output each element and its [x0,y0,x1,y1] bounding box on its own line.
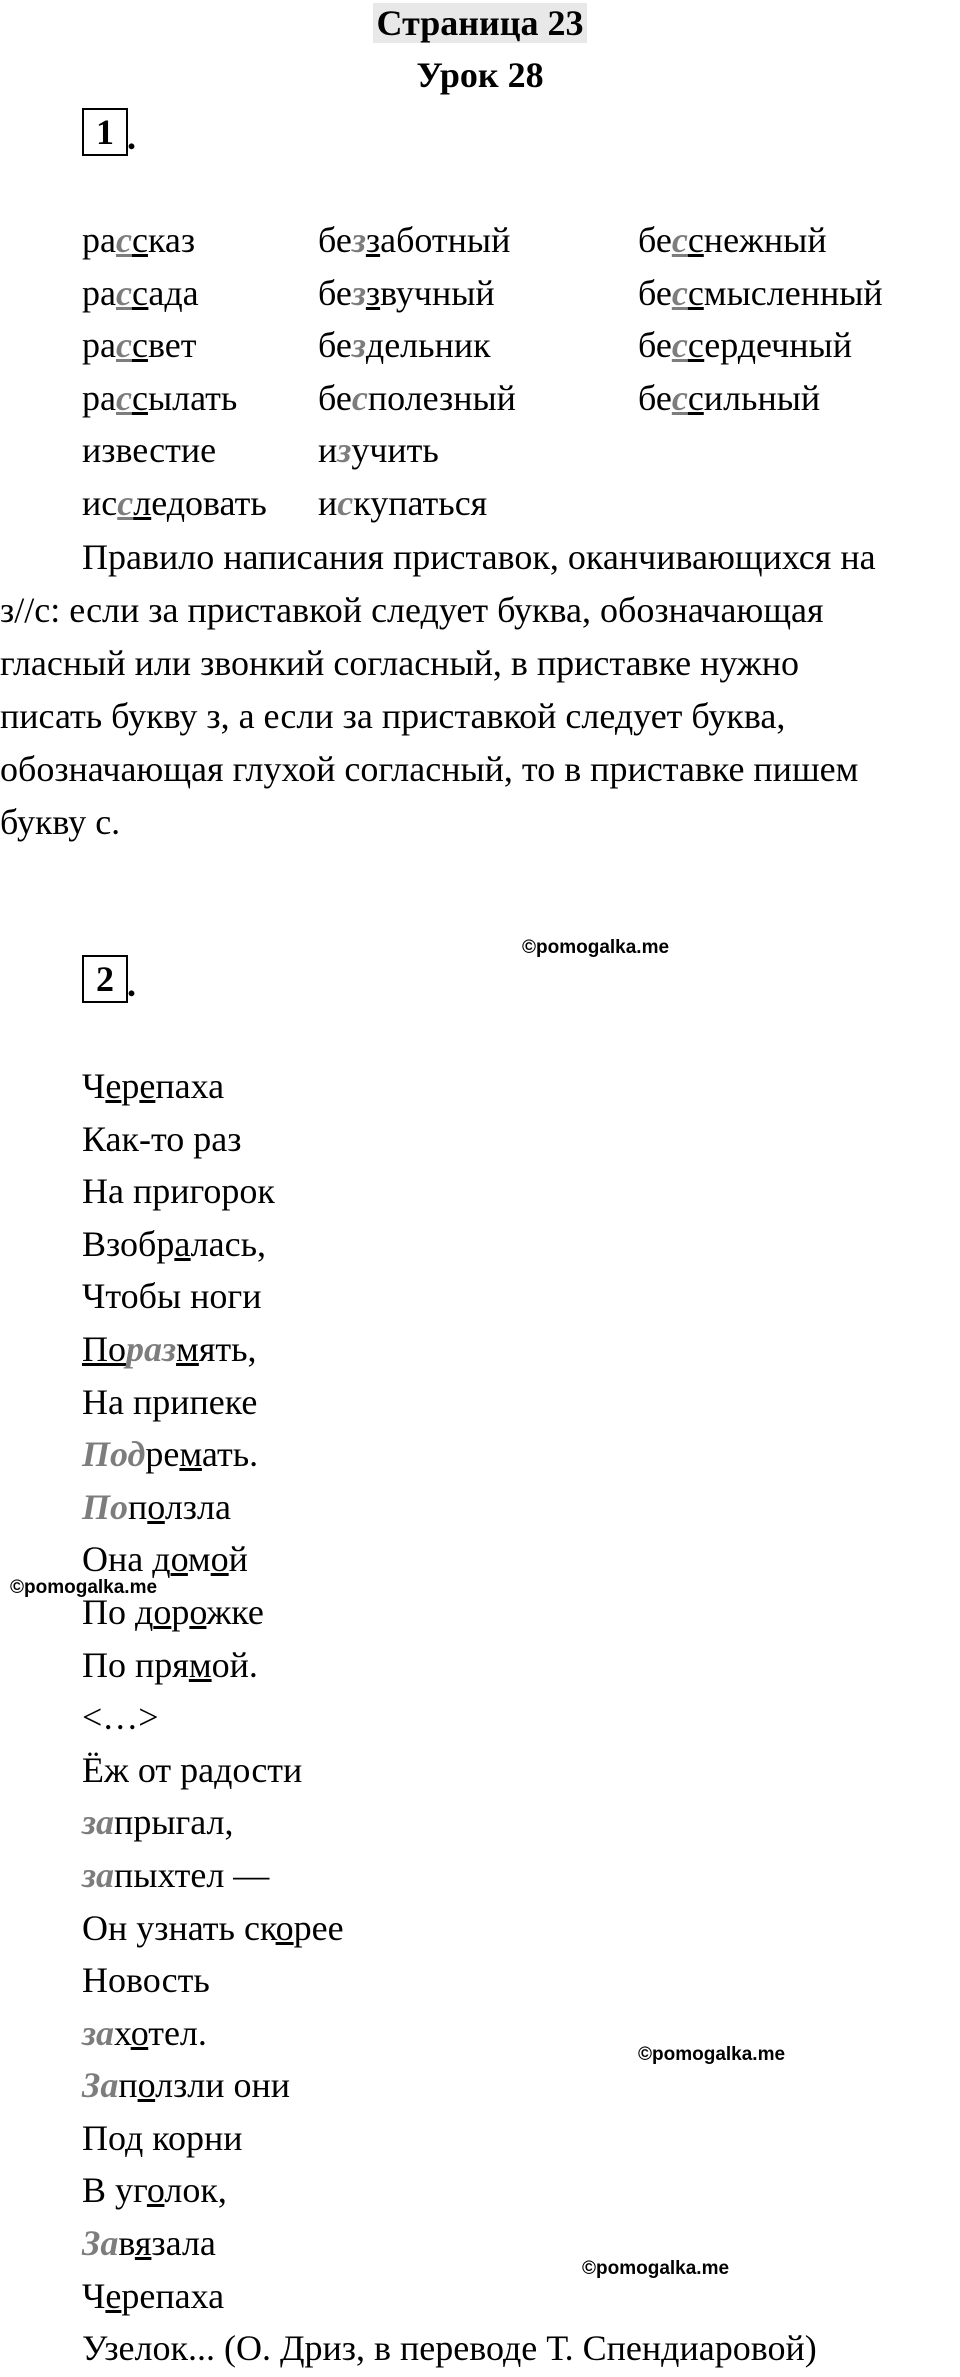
prefix-highlight: По [82,1486,129,1527]
poem-text: По д [82,1591,154,1632]
poem-text: р [121,1066,140,1106]
poem-text: й [228,1539,248,1580]
underlined-letter: м [176,1328,199,1369]
highlighted-letter: з [351,220,366,260]
word-part: и [318,482,338,523]
word-item [82,319,196,371]
word-part: купаться [353,482,488,523]
page-title [0,2,960,44]
highlighted-letter: з [351,325,366,365]
word-part: ра [82,325,116,365]
word-item [318,424,439,476]
word-part: ердечный [704,325,852,365]
word-part: бе [318,272,352,313]
word-part: бе [318,377,352,418]
poem-text: лзли они [155,2065,291,2106]
poem-text: р [171,1591,190,1632]
highlighted-letter: с [115,220,132,260]
prefix-highlight: за [82,2012,115,2053]
word-part: ылать [147,377,238,418]
poem-line: Как-то раз [82,1118,242,1159]
exercise-2-number-text: 2 [96,959,114,999]
word-part: и [318,430,338,470]
poem-line [82,1902,817,1955]
word-part: бе [638,220,672,260]
poem-text: По пря [82,1644,189,1685]
word-item [318,372,516,424]
exercise-2-dot: . [127,964,136,1004]
word-part: из [82,430,116,470]
prefix-highlight: раз [126,1328,177,1369]
poem-text: паха [155,1066,225,1106]
word-part: нежный [703,220,827,260]
word-part: ра [82,220,116,260]
underlined-letter: о [130,2012,149,2053]
underlined-letter: с [687,377,704,418]
poem-line [82,2059,817,2112]
poem-text: зала [151,2223,216,2264]
underlined-letter: По [82,1328,126,1369]
poem-text: Ч [82,1066,106,1106]
word-part: едовать [151,482,267,523]
word-part: учить [351,430,439,470]
underlined-letter: д [365,325,385,365]
underlined-letter: е [105,1066,122,1106]
poem-line: <…> [82,1697,159,1738]
highlighted-letter: с [671,325,688,365]
underlined-letter: о [170,1539,188,1580]
underlined-letter: а [174,1223,191,1264]
rule-paragraph [0,531,960,849]
word-part: вестие [115,430,217,470]
highlighted-letter: с [117,482,134,523]
underlined-letter: с [687,220,704,260]
underlined-letter: м [188,1644,212,1685]
poem-line: Новость [82,1960,210,2001]
highlighted-letter: з [351,272,366,313]
poem-text: рее [293,1907,344,1948]
highlighted-letter: с [115,272,132,313]
underlined-letter: с [131,377,148,418]
exercise-1-dot: . [127,117,136,157]
underlined-letter: м [179,1434,202,1475]
poem-text: репаха [121,2275,225,2316]
underlined-letter: о [147,1486,165,1527]
word-part: бе [318,325,352,365]
word-part: ельник [384,325,491,365]
underlined-letter: з [365,272,381,313]
poem-text: м [187,1539,211,1580]
word-part: бе [638,325,672,365]
poem-line [82,1481,817,1534]
poem-text: пыхтел — [114,1854,270,1895]
watermark: ©pomogalka.me [522,937,670,958]
word-item [82,477,267,529]
word-part: ильный [703,377,821,418]
poem-line: Узелок... (О. Дриз, в переводе Т. Спендиаровой) [82,2328,817,2369]
poem-line [82,1533,817,1586]
poem-text: Ёж от радости [82,1749,303,1790]
word-part: вет [147,325,197,365]
word-item [82,267,199,319]
highlighted-letter: с [115,377,132,418]
poem-line [82,2270,817,2323]
word-part: мысленный [703,272,883,313]
rule-line: букву с. [0,802,121,842]
poem-line [82,1586,817,1639]
poem-line [82,2217,817,2270]
poem-text: тел. [148,2012,207,2053]
word-part: каз [147,220,196,260]
rule-line: з//с: если за приставкой следует буква, обозначающая [0,590,824,630]
word-part: вучный [380,272,495,313]
poem-line [82,1849,817,1902]
poem-text: ре [145,1434,180,1475]
prefix-highlight: за [82,1802,115,1843]
underlined-letter: е [105,2275,122,2316]
prefix-highlight: За [82,2065,119,2106]
underlined-letter: с [131,272,149,313]
poem-line: На пригорок [82,1171,275,1212]
lesson-title: Урок 28 [416,55,544,95]
word-part: бе [638,377,672,418]
word-item [82,214,195,266]
prefix-highlight: за [82,1854,115,1895]
rule-line: гласный или звонкий согласный, в приставке нужно [0,643,800,683]
exercise-1-number-text: 1 [96,112,114,152]
underlined-letter: л [133,482,152,523]
underlined-letter: о [189,1591,207,1632]
underlined-letter: я [134,2223,152,2264]
poem [82,1060,817,2375]
word-part: полезный [367,377,516,418]
poem-text: лзла [164,1486,231,1527]
highlighted-letter: с [115,325,132,365]
poem-text: ять, [198,1328,257,1369]
underlined-letter: с [687,325,705,365]
poem-line: На припеке [82,1381,258,1422]
poem-line: Под корни [82,2117,243,2158]
word-item [82,372,237,424]
word-item [318,319,491,371]
poem-text: Ч [82,2275,106,2316]
poem-line [82,2164,817,2217]
poem-text: жке [206,1591,264,1632]
word-item [638,267,883,319]
poem-line [82,1428,817,1481]
word-item [82,424,216,476]
poem-text: Она д [82,1539,171,1580]
underlined-letter: о [137,2065,156,2106]
poem-line [82,1639,817,1692]
highlighted-letter: с [671,377,688,418]
watermark: ©pomogalka.me [10,1577,158,1598]
word-part: ада [148,272,199,313]
poem-line [82,2007,817,2060]
word-part: аботный [380,220,511,260]
poem-line [82,1060,817,1113]
poem-text: п [128,1486,148,1527]
underlined-letter: з [365,220,381,260]
rule-line: писать букву з, а если за приставкой следует буква, [0,696,786,736]
highlighted-letter: с [351,377,368,418]
prefix-highlight: Под [82,1434,146,1475]
rule-line: обозначающая глухой согласный, то в приставке пишем [0,749,859,789]
poem-text: лок, [164,2170,227,2211]
rule-line: Правило написания приставок, оканчивающихся на [82,537,876,577]
underlined-letter: с [131,220,148,260]
poem-text: ать. [201,1434,259,1475]
poem-line [82,1323,817,1376]
highlighted-letter: с [337,482,354,523]
poem-text: прыгал, [114,1802,234,1843]
poem-text: В уг [82,2170,147,2211]
highlighted-letter: з [337,430,352,470]
underlined-letter: о [275,1907,294,1948]
poem-text: п [118,2065,138,2106]
underlined-letter: о [210,1539,229,1580]
word-part: бе [638,272,672,313]
poem-text: лась, [190,1223,266,1264]
poem-line [82,1796,817,1849]
watermark: ©pomogalka.me [582,2258,730,2279]
exercise-1-number [82,108,128,156]
word-item [318,267,495,319]
underlined-letter: с [687,272,704,313]
underlined-letter: о [146,2170,165,2211]
word-part: ра [82,272,116,313]
poem-text: в [118,2223,135,2264]
word-item [318,477,487,529]
highlighted-letter: с [671,272,688,313]
poem-line [82,1218,817,1271]
underlined-letter: с [131,325,148,365]
underlined-letter: е [139,1066,156,1106]
word-item [318,214,510,266]
underlined-letter: о [153,1591,172,1632]
word-part: бе [318,220,352,260]
exercise-2-number [82,955,128,1003]
poem-text: Взобр [82,1223,175,1264]
word-item [638,372,820,424]
poem-text: Он узнать ск [82,1907,276,1948]
poem-line: Чтобы ноги [82,1276,262,1317]
word-part: ис [82,482,118,523]
page-title-text: Страница 23 [373,3,588,43]
highlighted-letter: с [671,220,688,260]
watermark: ©pomogalka.me [638,2044,786,2065]
poem-line [82,1744,817,1797]
poem-text: х [114,2012,131,2053]
word-item [638,214,827,266]
poem-text: ой. [211,1644,258,1685]
prefix-highlight: За [82,2223,119,2264]
word-part: ра [82,377,116,418]
word-item [638,319,852,371]
